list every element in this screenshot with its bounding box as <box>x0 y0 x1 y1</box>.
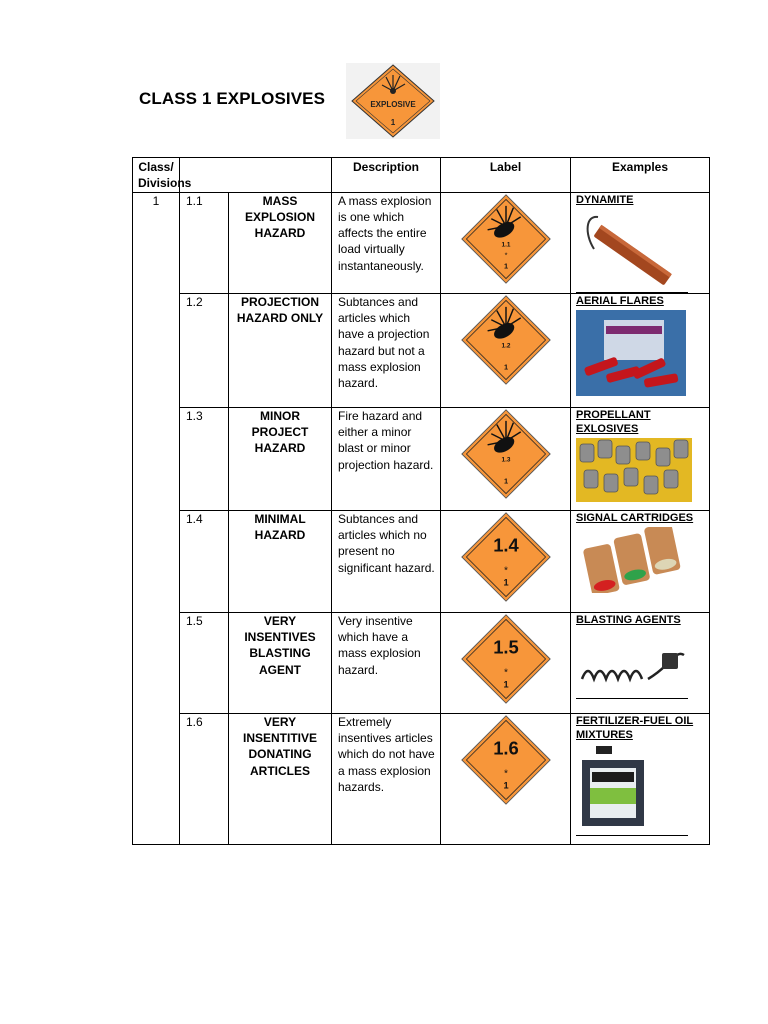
example-name: AERIAL FLARES <box>576 294 664 307</box>
coiled-cable-icon <box>576 629 704 697</box>
hazard-description: A mass explosion is one which affects the entire load virtually instantaneously. <box>332 192 441 293</box>
example-cell <box>571 510 710 612</box>
svg-text:1.5: 1.5 <box>492 636 519 658</box>
svg-text:1: 1 <box>502 780 509 791</box>
hazard-label <box>441 510 571 612</box>
svg-text:*: * <box>503 768 508 780</box>
svg-text:1: 1 <box>502 577 509 588</box>
svg-text:EXPLOSIVE: EXPLOSIVE <box>370 100 416 109</box>
table-row <box>133 713 710 844</box>
division-number: 1.2 <box>180 293 229 407</box>
table-row <box>133 612 710 713</box>
division-number: 1.6 <box>180 713 229 844</box>
svg-text:1.1: 1.1 <box>501 240 510 248</box>
svg-text:1: 1 <box>502 679 509 690</box>
divider <box>576 698 688 699</box>
dynamite-icon <box>576 209 704 291</box>
explosives-table <box>132 157 710 845</box>
header-name <box>180 158 332 193</box>
fuel-jug-icon <box>576 744 704 834</box>
division-1.4-diamond-icon <box>456 511 556 603</box>
header-description: Description <box>332 158 441 193</box>
svg-text:1.2: 1.2 <box>501 342 510 350</box>
table-row <box>133 192 710 293</box>
division-1.3-diamond-icon <box>456 408 556 500</box>
svg-text:1.4: 1.4 <box>492 534 519 556</box>
hazard-name: MASS EXPLOSION HAZARD <box>229 192 332 293</box>
example-name: FERTILIZER-FUEL OIL MIXTURES <box>576 714 694 741</box>
flares-icon <box>576 310 704 400</box>
example-name: BLASTING AGENTS <box>576 613 681 626</box>
propellant-icon <box>576 438 704 506</box>
table-row <box>133 510 710 612</box>
division-number: 1.5 <box>180 612 229 713</box>
division-1.1-diamond-icon <box>456 193 556 285</box>
example-cell <box>571 612 710 713</box>
example-cell <box>571 407 710 510</box>
header-class: Class/ Divisions <box>133 158 180 193</box>
division-number: 1.3 <box>180 407 229 510</box>
svg-text:1.6: 1.6 <box>492 737 519 759</box>
hazard-name: VERY INSENTITIVE DONATING ARTICLES <box>229 713 332 844</box>
hazard-description: Extremely insentives articles which do not have a mass explosion hazards. <box>332 713 441 844</box>
division-1.5-diamond-icon <box>456 613 556 705</box>
divider <box>576 835 688 836</box>
svg-text:1: 1 <box>503 476 508 486</box>
svg-text:*: * <box>503 667 508 679</box>
table-row <box>133 293 710 407</box>
explosive-diamond-icon <box>346 63 440 139</box>
cartridges-icon <box>576 527 704 597</box>
division-1.6-diamond-icon <box>456 714 556 806</box>
svg-text:1: 1 <box>390 118 396 127</box>
hazard-name: MINIMAL HAZARD <box>229 510 332 612</box>
division-number: 1.4 <box>180 510 229 612</box>
hazard-label <box>441 612 571 713</box>
svg-text:1: 1 <box>503 362 508 372</box>
svg-text:1.3: 1.3 <box>501 456 510 464</box>
hazard-name: VERY INSENTIVES BLASTING AGENT <box>229 612 332 713</box>
table-row <box>133 407 710 510</box>
example-cell <box>571 192 710 293</box>
example-name: SIGNAL CARTRIDGES <box>576 511 694 524</box>
header-label: Label <box>441 158 571 193</box>
svg-text:1: 1 <box>503 261 508 271</box>
hazard-label <box>441 293 571 407</box>
hazard-description: Fire hazard and either a minor blast or minor projection hazard. <box>332 407 441 510</box>
class-number: 1 <box>133 192 180 844</box>
hazard-description: Subtances and articles which have a projection hazard but not a mass explosion hazard. <box>332 293 441 407</box>
hazard-name: PROJECTION HAZARD ONLY <box>229 293 332 407</box>
svg-text:*: * <box>504 249 507 259</box>
division-number: 1.1 <box>180 192 229 293</box>
example-name: PROPELLANT EXLOSIVES <box>576 408 651 435</box>
hazard-label <box>441 192 571 293</box>
hazard-label <box>441 407 571 510</box>
hazard-name: MINOR PROJECT HAZARD <box>229 407 332 510</box>
hazard-label <box>441 713 571 844</box>
hazard-description: Very insentive which have a mass explosion hazard. <box>332 612 441 713</box>
example-name: DYNAMITE <box>576 193 634 206</box>
page-title: CLASS 1 EXPLOSIVES <box>139 89 326 108</box>
svg-text:*: * <box>503 565 508 577</box>
hazard-description: Subtances and articles which no present no significant hazard. <box>332 510 441 612</box>
header-examples: Examples <box>571 158 710 193</box>
table-header-row <box>133 158 710 193</box>
division-1.2-diamond-icon <box>456 294 556 386</box>
example-cell <box>571 293 710 407</box>
example-cell <box>571 713 710 844</box>
